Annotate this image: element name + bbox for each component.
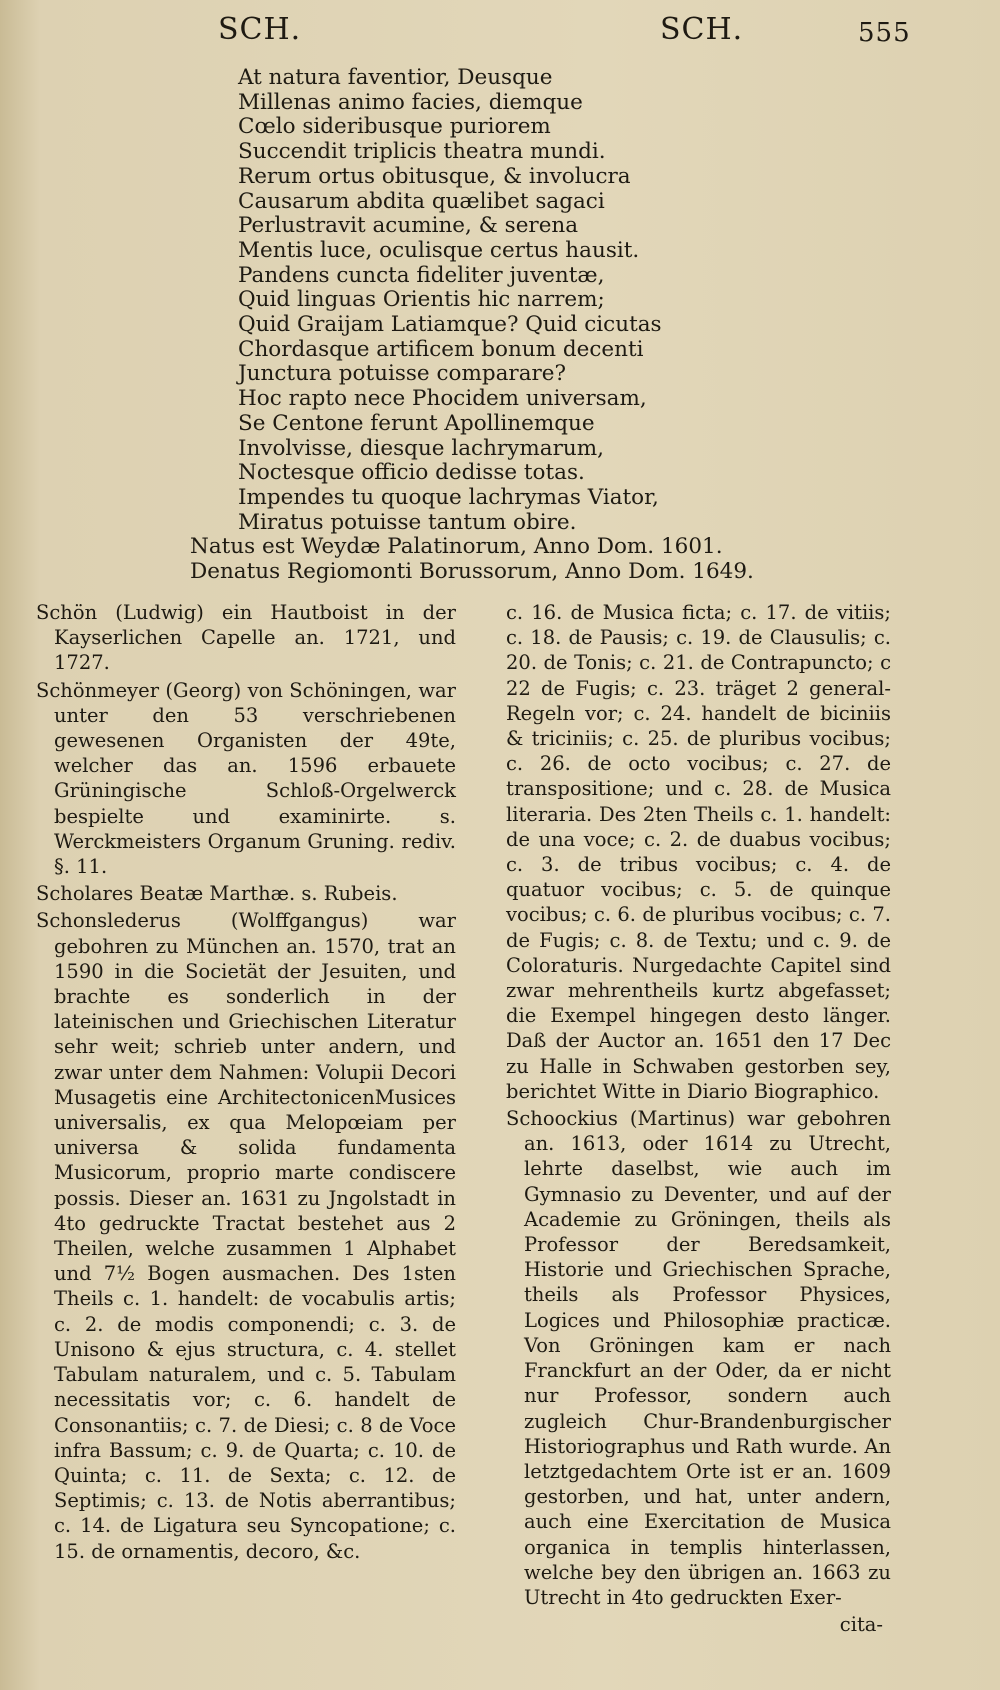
poem-line: Miratus potuisse tantum obire.: [238, 509, 577, 535]
running-head-right: SCH.: [660, 12, 744, 47]
poem-line: Involvisse, diesque lachrymarum,: [238, 435, 604, 461]
poem-line: Se Centone ferunt Apollinemque: [238, 410, 595, 436]
poem-line: Chordasque artificem bonum decenti: [238, 336, 644, 362]
poem-line: Hoc rapto nece Phocidem universam,: [238, 386, 647, 412]
entry-schoen: Schön (Ludwig) ein Hautboist in der Kayserlichen Capelle an. 1721, und 1727.: [36, 601, 456, 675]
running-head-left: SCH.: [218, 12, 302, 47]
poem-line: Quid Graijam Latiamque? Quid cicutas: [238, 312, 662, 338]
poem-line: Mentis luce, oculisque certus hausit.: [238, 237, 640, 263]
epitaph-poem: [190, 65, 798, 585]
poem-line: Cœlo sideribusque puriorem: [238, 114, 551, 140]
page-number: 555: [858, 18, 911, 48]
poem-line: Pandens cuncta fideliter juventæ,: [238, 262, 605, 288]
poem-line: Rerum ortus obitusque, & involucra: [238, 163, 631, 189]
poem-line: Quid linguas Orientis hic narrem;: [238, 287, 605, 313]
right-column: [506, 600, 891, 1637]
poem-line: Junctura potuisse comparare?: [238, 361, 567, 387]
catchword: cita-: [839, 1613, 883, 1637]
poem-line: Noctesque officio dedisse totas.: [238, 460, 585, 486]
entry-scholares: Scholares Beatæ Marthæ. s. Rubeis.: [36, 882, 398, 906]
entry-schoockius: Schoockius (Martinus) war gebohren an. 1613, oder 1614 zu Utrecht, lehrte daselbst, wie auch im Gymnasio zu Deventer, und auf der Academie zu Gröningen, theils als Professor der Beredsamkeit, Historie und Griechischen Sprache, theils als Professor Physices, Logices und Philosophiæ practicæ. Von Gröningen kam er nach Franckfurt an der Oder, da er nicht nur Professor, sondern auch zugleich Chur-Brandenburgischer Historiographus und Rath wurde. An letztgedachtem Orte ist er an. 1609 gestorben, und hat, unter andern, auch eine Exercitation de Musica organica in templis hinterlassen, welche bey den übrigen an. 1663 zu Utrecht in 4to gedruckten Exer-: [506, 1107, 891, 1609]
entry-schoenmeyer: Schönmeyer (Georg) von Schöningen, war unter den 53 verschriebenen gewesenen Organisten der 49te, welcher das an. 1596 erbauete Grüningische Schloß-Orgelwerck bespielte und examinirte. s. Werckmeisters Organum Gruning. rediv. §. 11.: [36, 678, 456, 879]
poem-birth-line: Natus est Weydæ Palatinorum, Anno Dom. 1601.: [190, 534, 723, 560]
poem-line: Impendes tu quoque lachrymas Viator,: [238, 484, 659, 510]
left-column: [36, 600, 456, 1566]
poem-line: Millenas animo facies, diemque: [238, 89, 583, 115]
poem-line: Perlustravit acumine, & serena: [238, 213, 579, 239]
poem-line: Succendit triplicis theatra mundi.: [238, 139, 606, 165]
entry-schonslederus-continued: c. 16. de Musica ficta; c. 17. de vitiis; c. 18. de Pausis; c. 19. de Clausulis; c. 20. de Tonis; c. 21. de Contrapuncto; c 22 de Fugis; c. 23. träget 2 general-Regeln vor; c. 24. handelt de biciniis & triciniis; c. 25. de pluribus vocibus; c. 26. de octo vocibus; c. 27. de transpositione; und c. 28. de Musica literaria. Des 2ten Theils c. 1. handelt: de una voce; c. 2. de duabus vocibus; c. 3. de tribus vocibus; c. 4. de quatuor vocibus; c. 5. de quinque vocibus; c. 6. de pluribus vocibus; c. 7. de Fugis; c. 8. de Textu; und c. 9. de Coloraturis. Nurgedachte Capitel sind zwar mehrentheils kurtz abgefasset; die Exempel hingegen desto länger. Daß der Auctor an. 1651 den 17 Dec zu Halle in Schwaben gestorben sey, berichtet Witte in Diario Biographico.: [506, 601, 891, 1103]
entry-schonslederus: Schonslederus (Wolffgangus) war gebohren zu München an. 1570, trat an 1590 in die Societät der Jesuiten, und brachte es sonderlich in der lateinischen und Griechischen Literatur sehr weit; schrieb unter andern, und zwar unter dem Nahmen: Volupii Decori Musagetis eine ArchitectonicenMusices universalis, ex qua Melopœiam per universa & solida fundamenta Musicorum, proprio marte condiscere possis. Dieser an. 1631 zu Jngolstadt in 4to gedruckte Tractat bestehet aus 2 Theilen, welche zusammen 1 Alphabet und 7½ Bogen ausmachen. Des 1sten Theils c. 1. handelt: de vocabulis artis; c. 2. de modis componendi; c. 3. de Unisono & ejus structura, c. 4. stellet Tabulam naturalem, und c. 5. Tabulam necessitatis vor; c. 6. handelt de Consonantiis; c. 7. de Diesi; c. 8 de Voce infra Bassum; c. 9. de Quarta; c. 10. de Quinta; c. 11. de Sexta; c. 12. de Septimis; c. 13. de Notis aberrantibus; c. 14. de Ligatura seu Syncopatione; c. 15. de ornamentis, decoro, &c.: [36, 909, 456, 1563]
poem-death-line: Denatus Regiomonti Borussorum, Anno Dom. 1649.: [190, 559, 754, 585]
poem-line: Causarum abdita quælibet sagaci: [238, 188, 605, 214]
poem-line: At natura faventior, Deusque: [238, 65, 553, 90]
